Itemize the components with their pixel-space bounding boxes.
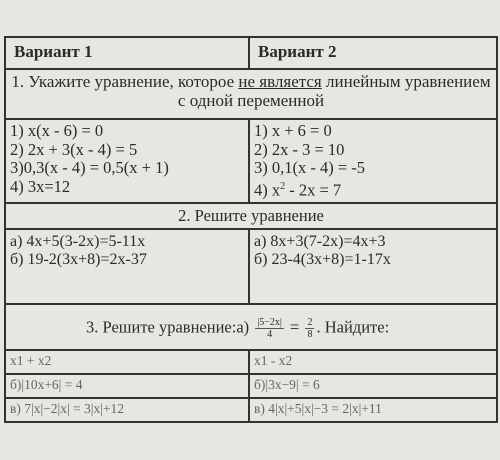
- task2-title: 2. Решите уравнение: [5, 203, 497, 229]
- variant2-header: Вариант 2: [249, 37, 497, 69]
- task1-title: [5, 69, 497, 119]
- task1-text-after: линейным уравнением с одной переменной: [177, 72, 491, 110]
- task3-v1-a: x1 + x2: [5, 350, 249, 374]
- task1-text-before: 1. Укажите уравнение, которое: [11, 72, 239, 91]
- task3-line: [86, 317, 389, 340]
- list-item: 1) x + 6 = 0: [254, 121, 332, 140]
- task3-v2-a: x1 - x2: [249, 350, 497, 374]
- list-item: 3) 0,1(x - 4) = -5: [254, 158, 366, 177]
- variants-table: [4, 36, 498, 423]
- task2-variant1-list: [5, 229, 249, 304]
- variant1-header: Вариант 1: [5, 37, 249, 69]
- list-item-part: 4) x: [254, 180, 281, 199]
- list-item: 1) x(x - 6) = 0: [10, 121, 104, 140]
- list-item: 3)0,3(x - 4) = 0,5(x + 1): [10, 158, 169, 177]
- fraction-2: [305, 317, 314, 340]
- list-item: а) 8x+3(7-2x)=4x+3: [254, 232, 386, 250]
- task3-v1-c: в) 7|x|−2|x| = 3|x|+12: [5, 398, 249, 422]
- fraction-1-numerator: |5−2x|: [257, 316, 282, 328]
- list-item: 2) 2x - 3 = 10: [254, 139, 345, 159]
- fraction-2-numerator: 2: [307, 316, 313, 328]
- exponent: 2: [280, 180, 286, 192]
- task1-variant1-list: [5, 119, 249, 203]
- fraction-2-denominator: 8: [307, 328, 313, 340]
- equals-sign: =: [290, 316, 300, 336]
- task3-v2-c: в) 4|x|+5|x|−3 = 2|x|+11: [249, 398, 497, 422]
- task1-variant2-list: [249, 119, 497, 203]
- task3-suffix: . Найдите:: [316, 316, 390, 336]
- list-item: 4) 3x=12: [10, 176, 71, 196]
- task1-text-underlined: не является: [238, 72, 322, 91]
- list-item: 2) 2x + 3(x - 4) = 5: [10, 139, 138, 159]
- list-item: [254, 178, 496, 200]
- task2-variant2-list: [249, 229, 497, 304]
- list-item-part: - 2x = 7: [285, 180, 342, 199]
- list-item: б) 23-4(3x+8)=1-17x: [254, 250, 391, 268]
- task3-title: [5, 304, 497, 350]
- list-item: а) 4x+5(3-2x)=5-11x: [10, 232, 146, 250]
- fraction-1-denominator: 4: [267, 328, 273, 340]
- task3-v2-b: б)|3x−9| = 6: [249, 374, 497, 398]
- fraction-1: [255, 317, 284, 340]
- task3-v1-b: б)|10x+6| = 4: [5, 374, 249, 398]
- task3-prefix: 3. Решите уравнение:а): [86, 316, 250, 336]
- list-item: б) 19-2(3x+8)=2x-37: [10, 250, 147, 268]
